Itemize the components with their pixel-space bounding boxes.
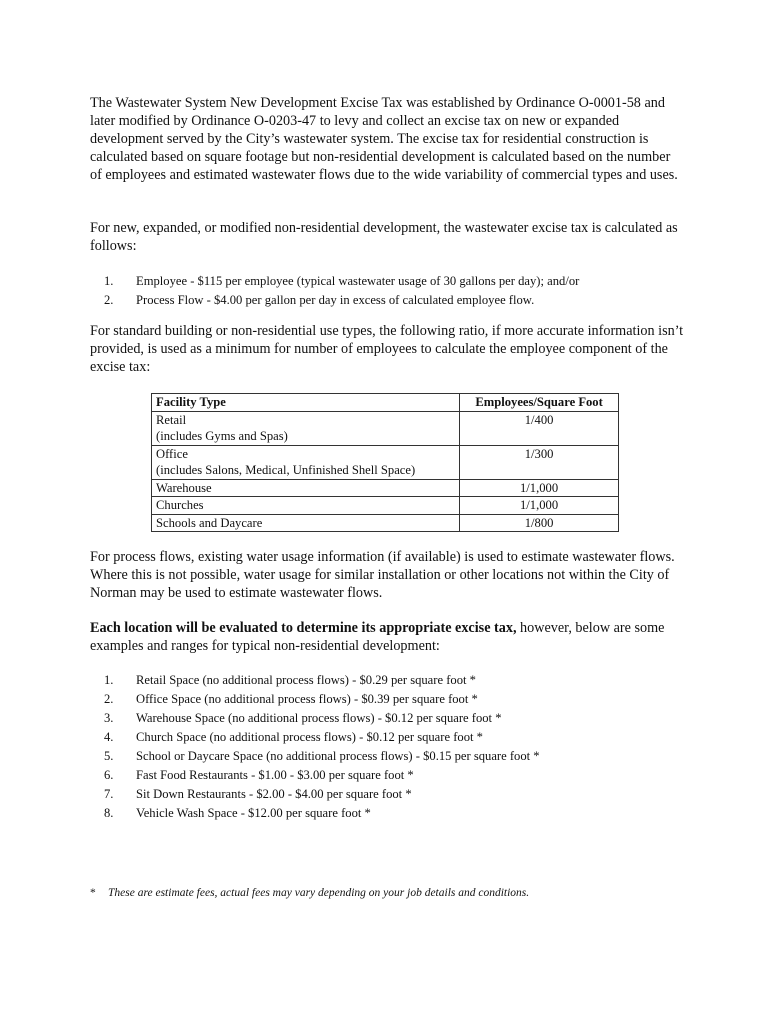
list-item [90,747,690,766]
list-item-number: 3. [104,711,114,725]
footnote [90,887,710,899]
list-item-text: Employee - $115 per employee (typical wastewater usage of 30 gallons per day); and/or [136,274,580,288]
facility-cell [152,411,460,445]
list-item-text: Fast Food Restaurants - $1.00 - $3.00 per square foot * [136,768,414,782]
ratio-cell: 1/800 [460,514,619,532]
calculation-paragraph: For new, expanded, or modified non-residential development, the wastewater excise tax is calculated as follows: [90,220,678,254]
list-item-text: School or Daycare Space (no additional process flows) - $0.15 per square foot * [136,749,540,763]
table-header-row [152,394,619,412]
list-item [90,690,690,709]
table-row [152,497,619,515]
list-item-number: 5. [104,749,114,763]
list-item-number: 1. [104,673,114,687]
facility-cell [152,445,460,479]
facility-type: Warehouse [152,479,460,497]
list-item [90,671,690,690]
list-item [90,272,690,291]
list-item-text: Vehicle Wash Space - $12.00 per square foot * [136,806,371,820]
intro-paragraph: The Wastewater System New Development Excise Tax was established by Ordinance O-0001-58 and later modified by Ordinance O-0203-47 to levy and collect an excise tax on new or expanded development served by the City’s wastewater system. The excise tax for residential construction is calculated based on square footage but non-residential development is calculated based on the number of employees and estimated wastewater flows due to the wide variability of commercial types and uses. [90,95,678,183]
footnote-star: * [90,887,96,899]
ratio-paragraph: For standard building or non-residential use types, the following ratio, if more accurate information isn’t provided, is used as a minimum for number of employees to calculate the employee component of the excise tax: [90,323,684,375]
evaluation-rest-text: however, below are some examples and ranges for typical non-residential development: [90,620,665,654]
list-item [90,709,690,728]
calculation-list [90,272,690,310]
ratio-cell: 1/1,000 [460,479,619,497]
facility-table [151,393,619,532]
process-flows-paragraph: For process flows, existing water usage information (if available) is used to estimate wastewater flows. Where this is not possible, water usage for similar installation or other locations not within the City of Norman may be used to estimate wastewater flows. [90,549,675,601]
list-item-number: 6. [104,768,114,782]
facility-note: (includes Gyms and Spas) [156,429,288,443]
header-facility-type: Facility Type [152,394,460,412]
list-item-text: Retail Space (no additional process flows) - $0.29 per square foot * [136,673,476,687]
examples-list [90,671,690,823]
table-row [152,411,619,445]
table-row [152,514,619,532]
list-item [90,728,690,747]
list-item-number: 4. [104,730,114,744]
list-item-number: 2. [104,692,114,706]
footnote-text: These are estimate fees, actual fees may vary depending on your job details and conditions. [108,887,530,899]
list-item-number: 2. [104,293,114,307]
list-item-text: Church Space (no additional process flows) - $0.12 per square foot * [136,730,483,744]
list-item-number: 1. [104,274,114,288]
evaluation-bold-text: Each location will be evaluated to determine its appropriate excise tax, [90,620,517,636]
list-item-number: 8. [104,806,114,820]
list-item-text: Sit Down Restaurants - $2.00 - $4.00 per square foot * [136,787,412,801]
ratio-cell: 1/1,000 [460,497,619,515]
list-item-text: Office Space (no additional process flows) - $0.39 per square foot * [136,692,478,706]
list-item [90,785,690,804]
evaluation-paragraph [90,619,685,655]
facility-type: Office [156,446,188,461]
table-row [152,445,619,479]
list-item-text: Process Flow - $4.00 per gallon per day in excess of calculated employee flow. [136,293,535,307]
list-item-number: 7. [104,787,114,801]
list-item [90,766,690,785]
facility-type: Churches [152,497,460,515]
ratio-cell: 1/300 [460,445,619,479]
list-item-text: Warehouse Space (no additional process flows) - $0.12 per square foot * [136,711,502,725]
facility-note: (includes Salons, Medical, Unfinished Shell Space) [156,463,416,477]
list-item [90,291,690,310]
list-item [90,804,690,823]
table-row [152,479,619,497]
facility-type: Schools and Daycare [152,514,460,532]
header-employees-per-sqft: Employees/Square Foot [460,394,619,412]
ratio-cell: 1/400 [460,411,619,445]
facility-type: Retail [156,412,187,427]
